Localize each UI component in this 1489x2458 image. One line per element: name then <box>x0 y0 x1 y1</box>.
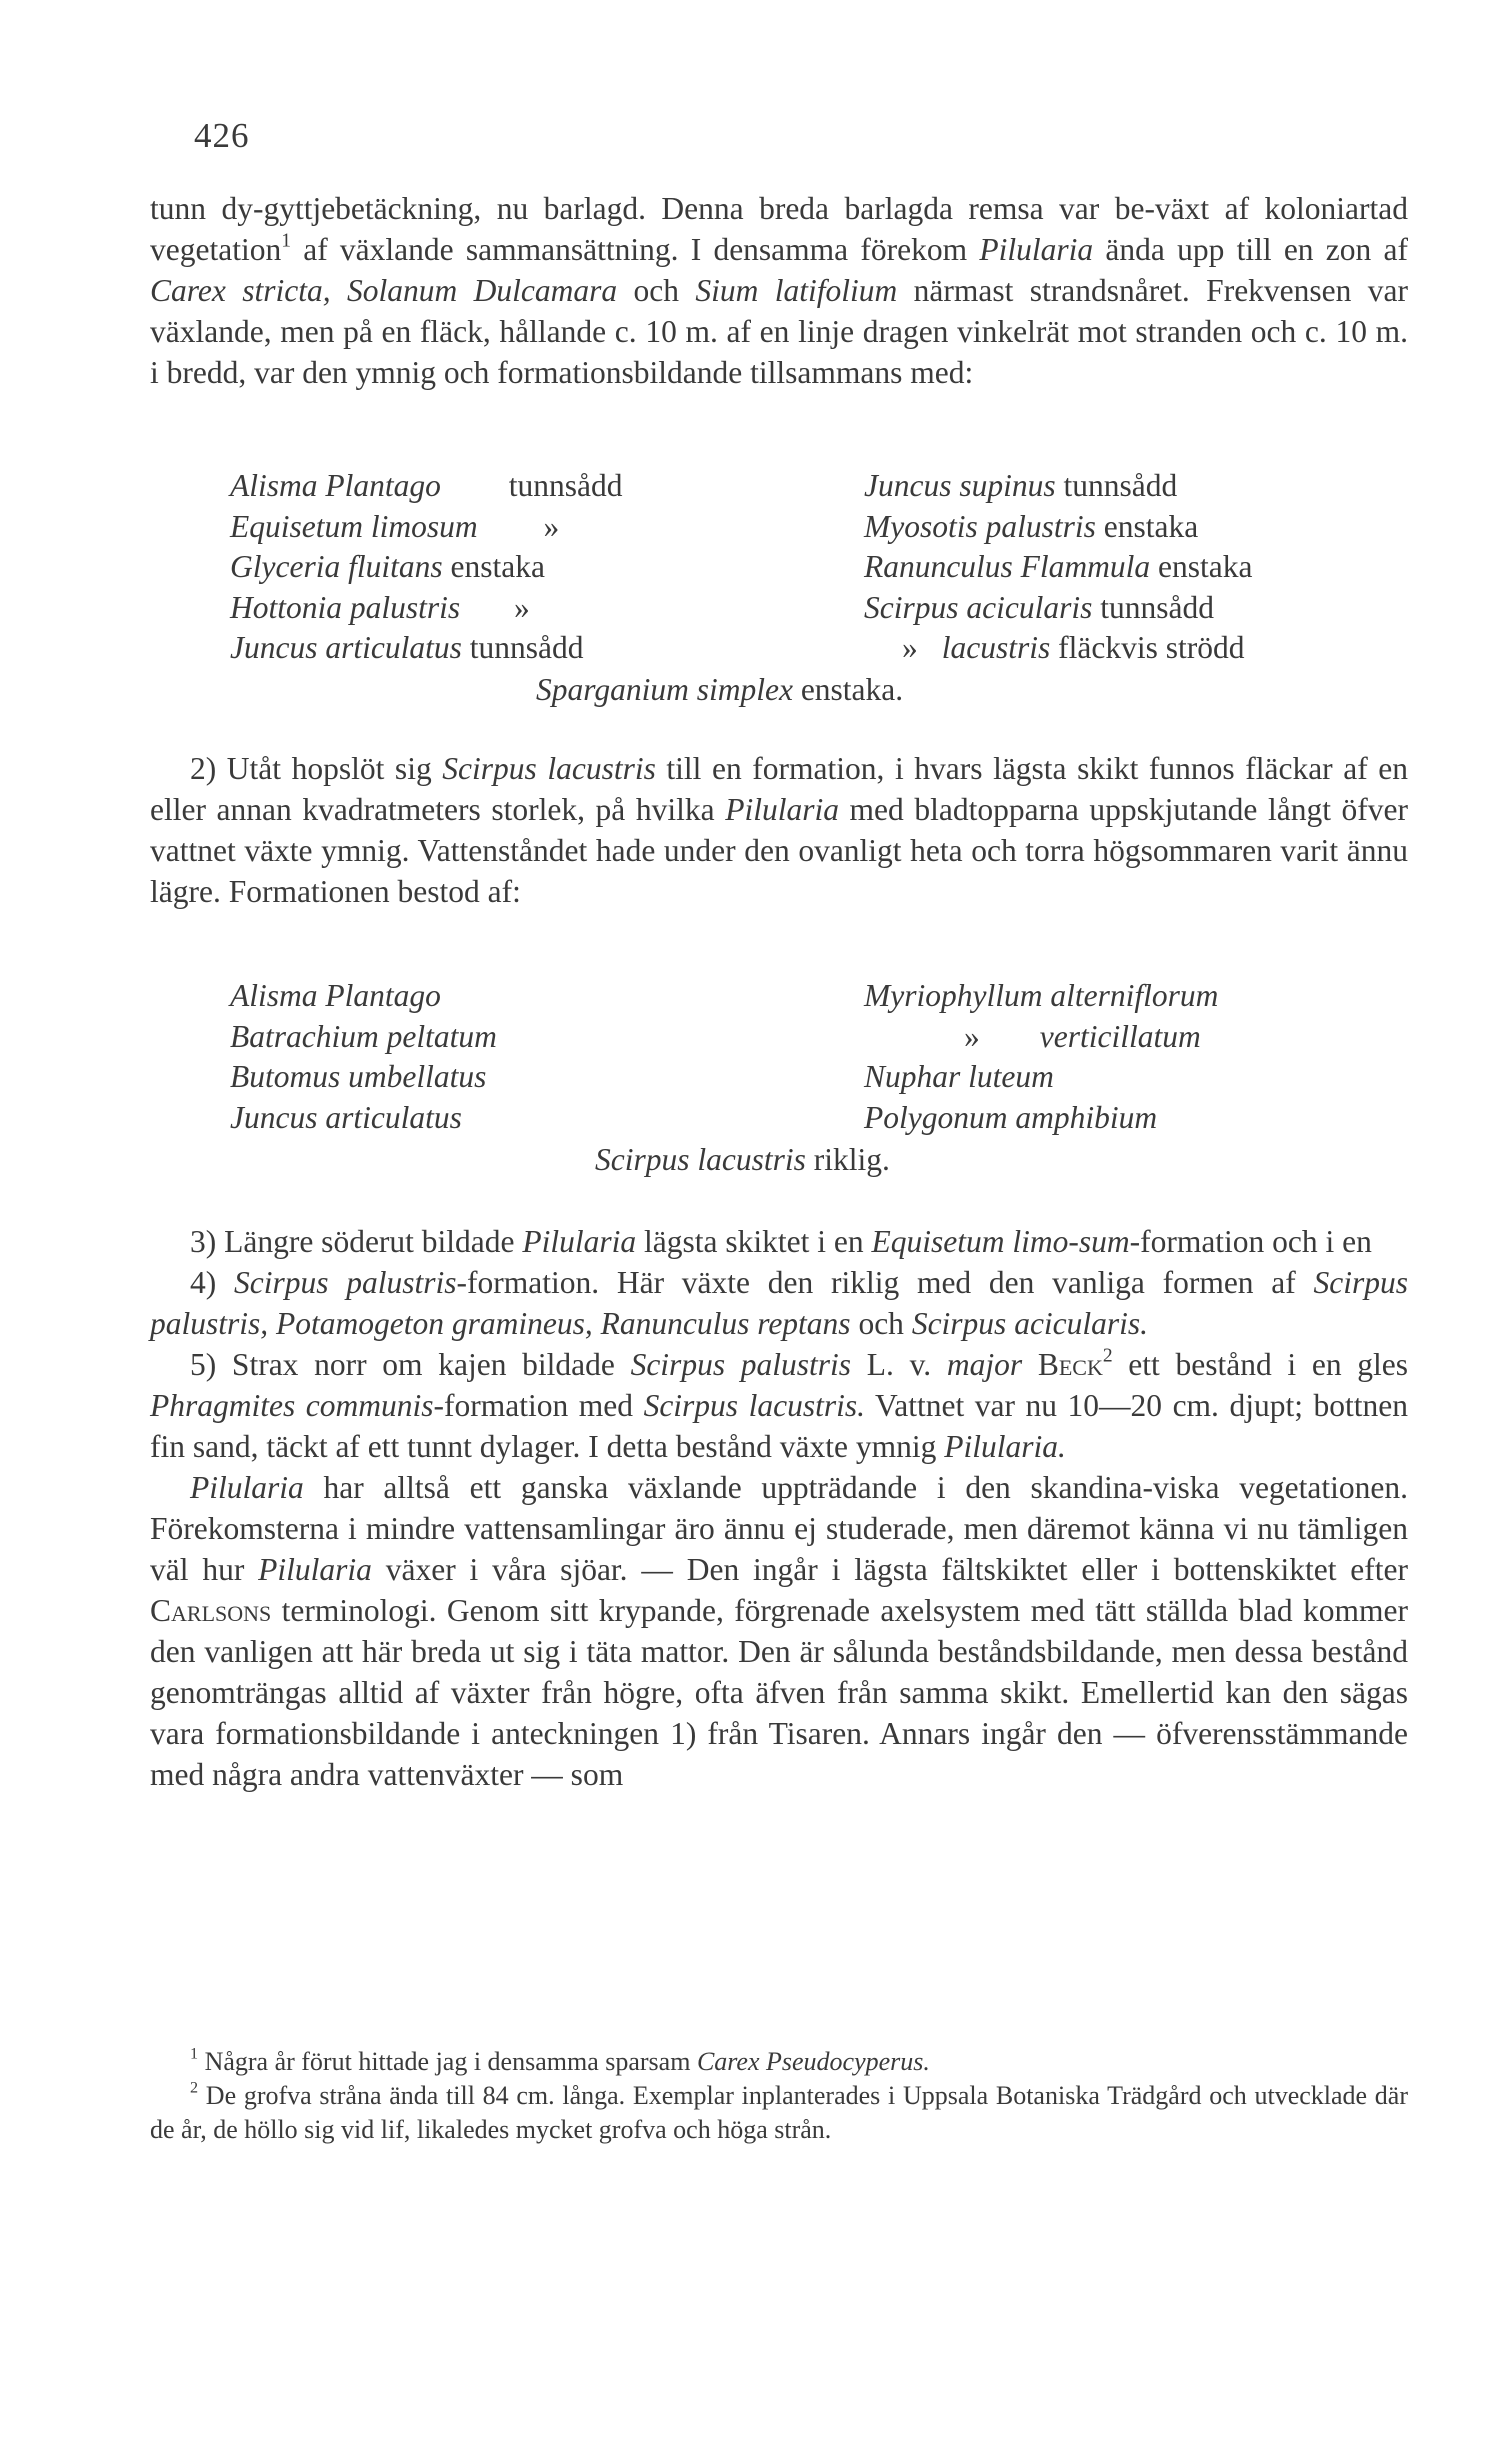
footnote-ref-2[interactable]: 2 <box>1102 1345 1113 1367</box>
species-row: Myriophyllum alterniflorum <box>864 978 1219 1013</box>
species-center-row: Sparganium simplex enstaka. <box>536 672 904 707</box>
species-row: Nuphar luteum <box>864 1059 1054 1094</box>
species-row: Equisetum limosum » <box>230 508 560 544</box>
species-row: Myosotis palustris enstaka <box>864 508 1199 544</box>
species-center-row: Scirpus lacustris riklig. <box>595 1142 890 1177</box>
footnote-ref-1[interactable]: 1 <box>281 230 291 252</box>
species-row: Hottonia palustris » <box>230 589 530 625</box>
species-row: Alisma Plantago tunnsådd <box>230 468 623 503</box>
species-row: » verticillatum <box>964 1018 1201 1054</box>
paragraph-5: 5) Strax norr om kajen bildade Scirpus palustris L. v. major Beck$^2$ ett bestånd i en gles Phragmites communis-formation med Scirpus lacustris. Vattnet var nu 10—20 cm. djupt; bottnen fin sand, täckt af ett tunnt dylager. I detta bestånd växte ymnig Pilularia. <box>150 1345 1409 1464</box>
species-row: Scirpus acicularis tunnsådd <box>864 589 1214 625</box>
species-row: Butomus umbellatus <box>230 1059 487 1094</box>
species-row: Polygonum amphibium <box>864 1099 1158 1135</box>
species-list-1-left <box>230 466 623 669</box>
species-list-2-left <box>230 976 497 1138</box>
species-row: Alisma Plantago <box>230 978 441 1013</box>
page-number: 426 <box>194 116 250 155</box>
species-row: Glyceria fluitans enstaka <box>230 549 545 584</box>
species-list-1-right <box>864 466 1252 669</box>
species-row: Ranunculus Flammula enstaka <box>864 549 1253 584</box>
species-list-2-right <box>864 976 1218 1138</box>
footnotes <box>150 2045 1408 2147</box>
species-row: Batrachium peltatum <box>230 1018 497 1054</box>
footnote-mark-2: 2 <box>190 2079 199 2097</box>
species-row: Juncus articulatus tunnsådd <box>230 630 584 665</box>
paragraph-3: 3) Längre söderut bildade Pilularia lägsta skiktet i en Equisetum limo-sum-formation och i en <box>190 1224 1372 1259</box>
species-list-1 <box>230 466 1400 716</box>
footnote-mark-1: 1 <box>190 2045 199 2063</box>
species-list-2 <box>230 976 1400 1186</box>
species-row: » lacustris fläckvis strödd <box>902 630 1245 665</box>
footnote-1: $^1$ Några år förut hittade jag i densamma sparsam Carex Pseudocyperus. <box>190 2045 930 2076</box>
footnote-2: $^2$ De grofva stråna ända till 84 cm. långa. Exemplar inplanterades i Uppsala Botaniska Trädgård och utvecklade där de år, de höllo sig vid lif, likaledes mycket grofva och höga strån. <box>150 2079 1408 2144</box>
paragraph-2: 2) Utåt hopslöt sig Scirpus lacustris till en formation, i hvars lägsta skikt funnos fläckar af en eller annan kvadratmeters storlek, på hvilka Pilularia med bladtopparna uppskjutande långt öfver vattnet växte ymnig. Vattenståndet hade under den ovanligt heta och torra högsommaren varit ännu lägre. Formationen bestod af: <box>150 751 1409 909</box>
paragraph-6: Pilularia har alltså ett ganska växlande uppträdande i den skandina-viska vegetationen. Förekomsterna i mindre vattensamlingar äro ännu ej studerade, men däremot känna vi nu tämligen väl hur Pilularia växer i våra sjöar. — Den ingår i lägsta fältskiktet eller i bottenskiktet efter Carlsons terminologi. Genom sitt krypande, förgrenade axelsystem med tätt ställda blad kommer den vanligen att här breda ut sig i täta mattor. Den är sålunda beståndsbildande, men dessa bestånd genomträngas alltid af växter från högre, ofta äfven från samma skikt. Emellertid kan den sägas vara formationsbildande i anteckningen 1) från Tisaren. Annars ingår den — öfverensstämmande med några andra vattenväxter — som <box>150 1470 1408 1792</box>
species-row: Juncus supinus tunnsådd <box>864 468 1178 503</box>
paragraph-1: tunn dy-gyttjebetäckning, nu barlagd. Denna breda barlagda remsa var be-växt af koloniartad vegetation$^1$ af växlande sammansättning. I densamma förekom Pilularia ända upp till en zon af Carex stricta, Solanum Dulcamara och Sium latifolium närmast strandsnåret. Frekvensen var växlande, men på en fläck, hållande c. 10 m. af en linje dragen vinkelrät mot stranden och c. 10 m. i bredd, var den ymnig och formationsbildande tillsammans med: <box>150 191 1409 390</box>
paragraphs-3-6 <box>150 1221 1408 1795</box>
paragraph-4: 4) Scirpus palustris-formation. Här växte den riklig med den vanliga formen af Scirpus palustris, Potamogeton gramineus, Ranunculus reptans och Scirpus acicularis. <box>150 1265 1409 1341</box>
species-row: Juncus articulatus <box>230 1099 462 1135</box>
